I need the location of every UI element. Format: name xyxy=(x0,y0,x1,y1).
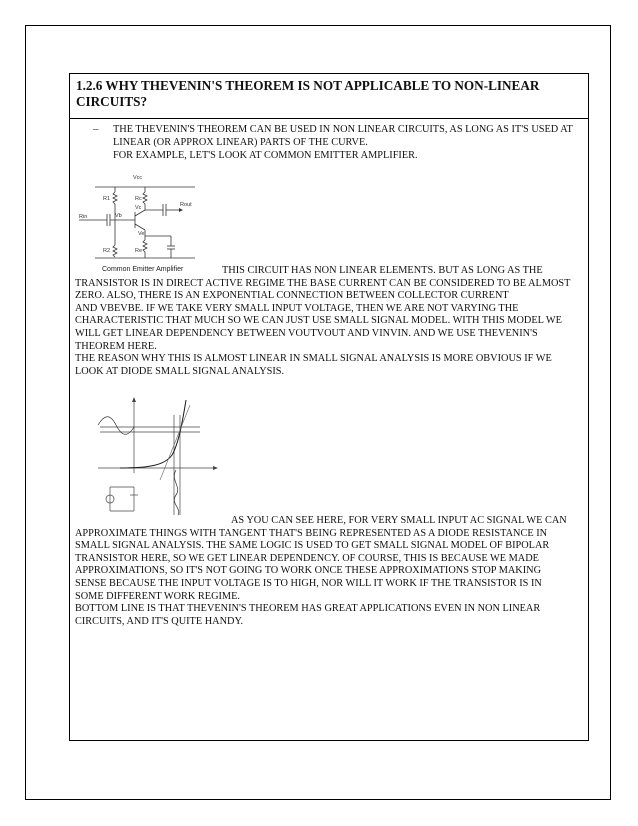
section-heading xyxy=(76,78,576,110)
vb-label: Vb xyxy=(115,213,122,219)
paragraph-circuit-explanation xyxy=(75,265,585,378)
paragraph-line: APPROXIMATE THINGS WITH TANGENT THAT'S BEING REPRESENTED AS A DIODE RESISTANCE IN xyxy=(75,527,548,539)
paragraph-line: TRANSISTOR IS IN DIRECT ACTIVE REGIME THE BASE CURRENT CAN BE CONSIDERED TO BE ALMOST xyxy=(75,277,571,289)
paragraph-line: AND VBEVBE. IF WE TAKE VERY SMALL INPUT VOLTAGE, THEN WE ARE NOT VARYING THE xyxy=(75,302,519,314)
common-emitter-circuit-diagram xyxy=(75,170,225,265)
paragraph-line: CHARACTERISTIC THAT MUCH SO WE CAN JUST USE SMALL SIGNAL MODEL. WITH THIS MODEL WE xyxy=(75,315,562,327)
bullet-line: LINEAR (OR APPROX LINEAR) PARTS OF THE CURVE. xyxy=(113,137,368,148)
ve-label: Ve xyxy=(138,231,145,237)
diode-small-signal-graph xyxy=(90,395,230,520)
rout-label: Rout xyxy=(180,202,192,208)
circuit-caption: Common Emitter Amplifier xyxy=(102,266,184,273)
paragraph-line: BOTTOM LINE IS THAT THEVENIN'S THEOREM HAS GREAT APPLICATIONS EVEN IN NON LINEAR xyxy=(75,603,541,615)
paragraph-line: THIS CIRCUIT HAS NON LINEAR ELEMENTS. BUT AS LONG AS THE xyxy=(222,265,543,276)
r2-label: R2 xyxy=(103,248,111,254)
rin-label: Rin xyxy=(79,214,88,220)
heading-line-1: 1.2.6 WHY THEVENIN'S THEOREM IS NOT APPLICABLE TO NON-LINEAR xyxy=(76,78,540,93)
paragraph-line: THEOREM HERE. xyxy=(75,340,157,352)
paragraph-line: TRANSISTOR HERE, SO WE GET LINEAR DEPENDENCY. OF COURSE, THIS IS BECAUSE WE MADE xyxy=(75,552,539,564)
paragraph-line: LOOK AT DIODE SMALL SIGNAL ANALYSIS. xyxy=(75,365,285,377)
paragraph-line: SOME DIFFERENT WORK REGIME. xyxy=(75,590,240,602)
bullet-marker: – xyxy=(93,123,99,135)
vcc-label: Vcc xyxy=(133,175,143,181)
paragraph-line: ZERO. ALSO, THERE IS AN EXPONENTIAL CONNECTION BETWEEN COLLECTOR CURRENT xyxy=(75,290,509,302)
bullet-line: THE THEVENIN'S THEOREM CAN BE USED IN NON LINEAR CIRCUITS, AS LONG AS IT'S USED AT xyxy=(113,124,573,135)
bullet-line: FOR EXAMPLE, LET'S LOOK AT COMMON EMITTER AMPLIFIER. xyxy=(113,150,418,161)
heading-line-2: CIRCUITS? xyxy=(76,94,148,109)
re-label: Re xyxy=(135,248,143,254)
rc-label: Rc xyxy=(135,196,142,202)
paragraph-line: APPROXIMATIONS, SO IT'S NOT GOING TO WORK ONCE THESE APPROXIMATIONS STOP MAKING xyxy=(75,565,542,577)
paragraph-line: SMALL SIGNAL ANALYSIS. THE SAME LOGIC IS USED TO GET SMALL SIGNAL MODEL OF BIPOLAR xyxy=(75,540,550,552)
paragraph-line: AS YOU CAN SEE HERE, FOR VERY SMALL INPUT AC SIGNAL WE CAN xyxy=(231,515,567,526)
paragraph-diode-explanation xyxy=(75,515,585,628)
paragraph-line: SENSE BECAUSE THE INPUT VOLTAGE IS TO HIGH, NOR WILL IT WORK IF THE TRANSISTOR IS IN xyxy=(75,577,542,589)
vc-label: Vc xyxy=(135,205,142,211)
paragraph-line: THE REASON WHY THIS IS ALMOST LINEAR IN SMALL SIGNAL ANALYSIS IS MORE OBVIOUS IF WE xyxy=(75,353,552,365)
paragraph-line: CIRCUITS, AND IT'S QUITE HANDY. xyxy=(75,615,244,627)
paragraph-line: WILL GET LINEAR DEPENDENCY BETWEEN VOUTVOUT AND VINVIN. AND WE USE THEVENIN'S xyxy=(75,327,538,339)
r1-label: R1 xyxy=(103,196,111,202)
bullet-paragraph xyxy=(113,123,583,162)
